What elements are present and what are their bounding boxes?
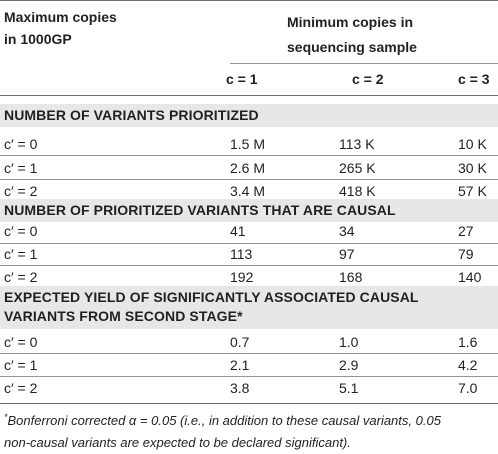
row-divider	[0, 179, 498, 180]
row-label: c′ = 0	[4, 223, 38, 239]
table-top-rule	[0, 0, 498, 1]
footnote-line1	[4, 406, 494, 432]
table-cell: 140	[458, 269, 482, 285]
row-divider	[0, 265, 498, 266]
table-cell: 30 K	[458, 160, 487, 176]
row-label: c′ = 2	[4, 183, 38, 199]
table-cell: 97	[339, 246, 355, 262]
table-cell: 1.0	[339, 334, 359, 350]
row-divider	[0, 243, 498, 244]
table-cell: 113	[230, 246, 253, 262]
row-label: c′ = 0	[4, 334, 38, 350]
footnote-text-line2: non-causal variants are expected to be declared significant).	[4, 435, 351, 450]
section-title-expected-yield	[4, 288, 419, 326]
footnote-text-line1: Bonferroni corrected α = 0.05 (i.e., in addition to these causal variants, 0.05	[7, 413, 441, 428]
row-divider	[0, 376, 498, 377]
table-cell: 265 K	[339, 160, 376, 176]
row-divider	[0, 155, 498, 156]
table-cell: 1.5 M	[230, 136, 266, 152]
section-title-line2: VARIANTS FROM SECOND STAGE*	[4, 308, 243, 324]
row-label: c′ = 0	[4, 136, 38, 152]
column-group-header-line2: sequencing sample	[287, 39, 417, 55]
column-group-header-line1: Minimum copies in	[287, 14, 414, 30]
table-cell: 41	[230, 223, 246, 239]
table-cell: 34	[339, 223, 355, 239]
table-cell: 4.2	[458, 357, 478, 373]
row-label: c′ = 1	[4, 246, 38, 262]
table-cell: 5.1	[339, 380, 359, 396]
section-title-causal-variants: NUMBER OF PRIORITIZED VARIANTS THAT ARE CAUSAL	[4, 202, 396, 218]
row-label: c′ = 2	[4, 380, 38, 396]
row-divider	[0, 353, 498, 354]
table-cell: 2.6 M	[230, 160, 266, 176]
table-cell: 192	[230, 269, 254, 285]
column-header-c3: c = 3	[458, 71, 490, 87]
group-header-underline	[230, 63, 498, 64]
table-cell: 1.6	[458, 334, 478, 350]
column-header-c2: c = 2	[352, 71, 384, 87]
table-cell: 10 K	[458, 136, 487, 152]
header-bottom-rule	[0, 95, 498, 96]
table-cell: 79	[458, 246, 474, 262]
table-cell: 168	[339, 269, 363, 285]
table-cell: 2.9	[339, 357, 359, 373]
column-header-max-copies	[4, 6, 117, 50]
column-header-max-copies-line2: in 1000GP	[4, 31, 72, 47]
table-bottom-rule	[0, 403, 498, 404]
row-label: c′ = 1	[4, 357, 38, 373]
section-title-line1: EXPECTED YIELD OF SIGNIFICANTLY ASSOCIATED CAUSAL	[4, 289, 419, 305]
table-footnote	[4, 406, 494, 454]
table-cell: 7.0	[458, 380, 478, 396]
row-label: c′ = 1	[4, 160, 38, 176]
table-cell: 113 K	[339, 136, 375, 152]
table-cell: 2.1	[230, 357, 250, 373]
footnote-marker: *	[4, 412, 8, 422]
section-title-variants-prioritized: NUMBER OF VARIANTS PRIORITIZED	[4, 107, 259, 123]
table-cell: 57 K	[458, 183, 487, 199]
table-cell: 3.4 M	[230, 183, 266, 199]
table-cell: 418 K	[339, 183, 376, 199]
column-header-max-copies-line1: Maximum copies	[4, 9, 117, 25]
row-label: c′ = 2	[4, 269, 38, 285]
column-header-c1: c = 1	[226, 71, 258, 87]
table-cell: 3.8	[230, 380, 250, 396]
column-group-header-min-copies	[287, 10, 417, 60]
table-cell: 27	[458, 223, 474, 239]
table-cell: 0.7	[230, 334, 250, 350]
